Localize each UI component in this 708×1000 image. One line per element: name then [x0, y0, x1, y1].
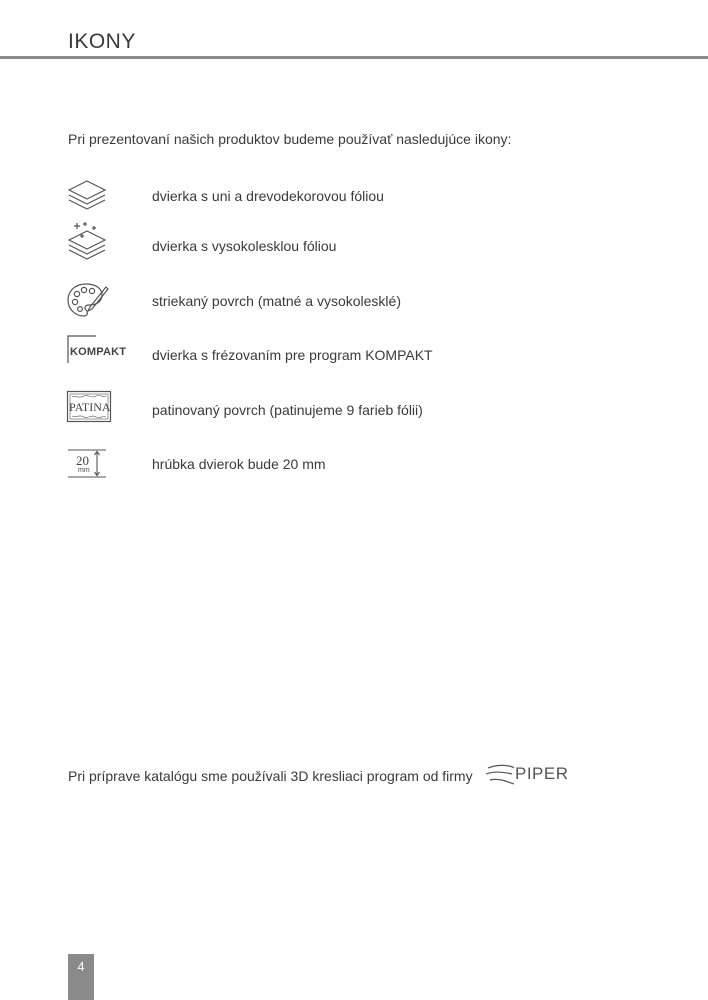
legend-label: dvierka s vysokolesklou fóliou	[152, 238, 337, 254]
legend-item-sprayed	[66, 281, 666, 321]
legend-item-thickness	[66, 447, 666, 487]
layers-icon	[66, 176, 114, 216]
thickness-icon	[66, 447, 114, 487]
intro-text: Pri prezentovaní našich produktov budeme používať nasledujúce ikony:	[68, 131, 512, 147]
thickness-value: 20	[76, 453, 89, 468]
kompakt-icon-text: KOMPAKT	[70, 346, 127, 358]
legend-item-glossy	[66, 220, 666, 260]
legend-label: dvierka s uni a drevodekorovou fóliou	[152, 188, 384, 204]
legend-label: patinovaný povrch (patinujeme 9 farieb fólii)	[152, 402, 423, 418]
page-number-tab	[68, 954, 94, 1000]
legend-label: dvierka s frézovaním pre program KOMPAKT	[152, 347, 433, 363]
piper-logo	[484, 762, 569, 788]
legend-label: hrúbka dvierok bude 20 mm	[152, 456, 326, 472]
legend-item-patina	[66, 390, 666, 430]
kompakt-icon	[66, 334, 136, 374]
title-rule	[0, 56, 708, 59]
legend-item-kompakt	[66, 334, 666, 374]
patina-icon	[66, 390, 114, 430]
piper-brand-text: PIPER	[515, 764, 569, 783]
thickness-unit: mm	[78, 467, 90, 474]
page-number: 4	[77, 959, 85, 974]
legend-label: striekaný povrch (matné a vysokolesklé)	[152, 293, 401, 309]
paint-palette-icon	[66, 281, 114, 321]
legend-item-foil	[66, 176, 666, 216]
patina-icon-text: PATINA	[69, 400, 111, 414]
glossy-layers-icon	[66, 220, 114, 260]
page-title: IKONY	[68, 30, 136, 53]
credit-text: Pri príprave katalógu sme používali 3D kresliaci program od firmy	[68, 768, 473, 784]
